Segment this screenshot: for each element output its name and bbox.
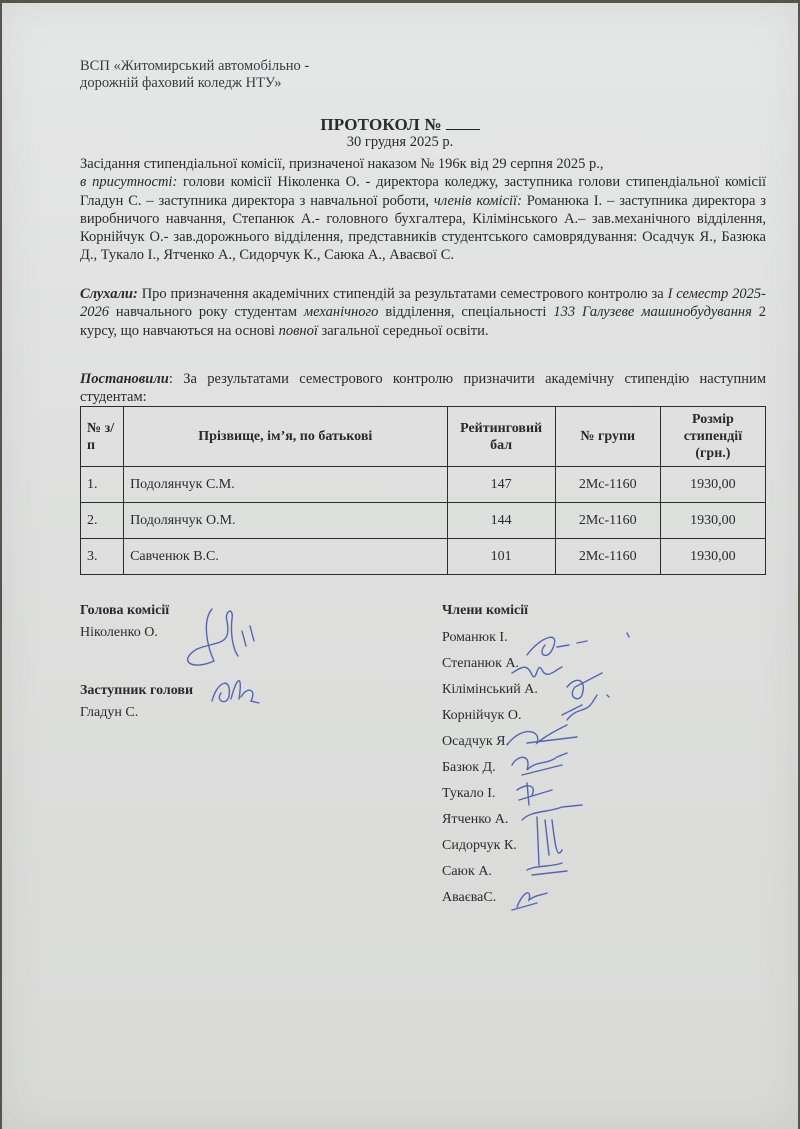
member-name: Романюк І. <box>442 630 508 645</box>
table-header-row <box>81 407 766 467</box>
cell-score: 147 <box>447 467 555 503</box>
intro-paragraph <box>80 155 766 265</box>
present-text-1: голови комісії Ніколенка О. - директора коледжу, заступника голови стипендіальної комісії Гладун С. – заступника директора з навчальної роботи, <box>80 174 766 209</box>
cell-score: 101 <box>447 539 555 575</box>
chair-signature <box>172 601 262 671</box>
member-name: Корнійчук О. <box>442 708 522 723</box>
present-text-2: Романюка І. – заступника директора з виробничого навчання, Степанюк А.- головного бухгалтера, Кілімінського А.– зав.механічного відділення, Корнійчук О.- зав.дорожнього відділення, представників студентського самоврядування: Осадчук Я., Базюка Д., Тукало І., Ятченко А., Сидорчук К., Саюка А., Аваєвої С. <box>80 192 766 264</box>
cell-num: 3. <box>81 539 124 575</box>
heard-label: Слухали: <box>80 286 138 302</box>
header-group: № групи <box>555 407 660 467</box>
scholarship-table <box>80 406 766 575</box>
cell-num: 2. <box>81 503 124 539</box>
heard-semester: І семестр 2025-2026 <box>80 286 766 321</box>
member-name: Тукало І. <box>442 786 496 801</box>
member-name: Сидорчук К. <box>442 838 517 853</box>
deputy-signature <box>207 671 267 711</box>
resolved-text: : За результатами семестрового контролю призначити академічну стипендію наступним студентам: <box>80 371 766 406</box>
member-name: Степанюк А. <box>442 656 520 671</box>
member-name: Базюк Д. <box>442 760 496 775</box>
chair-label: Голова комісії <box>80 603 170 618</box>
header-name: Прізвище, ім’я, по батькові <box>124 407 447 467</box>
heard-text-1: Про призначення академічних стипендій за результатами семестрового контролю за <box>137 286 668 302</box>
intro-sentence: Засідання стипендіальної комісії, призначеної наказом № 196к від 29 серпня 2025 р., <box>80 156 604 172</box>
chair-name: Ніколенко О. <box>80 625 158 640</box>
member-name: АваєваС. <box>442 890 497 905</box>
cell-group: 2Мс-1160 <box>555 539 660 575</box>
header-score: Рейтинговий бал <box>447 407 555 467</box>
protocol-number-blank <box>446 117 480 130</box>
cell-group: 2Мс-1160 <box>555 467 660 503</box>
member-name: Ятченко А. <box>442 812 509 827</box>
cell-name: Подолянчук С.М. <box>124 467 447 503</box>
header-amount: Розмір стипендії (грн.) <box>660 407 765 467</box>
table-row <box>81 467 766 503</box>
protocol-title <box>2 115 798 135</box>
heard-text-4: 2 курсу, що навчаються на основі <box>80 304 767 339</box>
protocol-title-text: ПРОТОКОЛ № <box>320 115 442 134</box>
header-num: № з/п <box>81 407 124 467</box>
heard-paragraph <box>80 285 766 340</box>
members-signatures-ink <box>507 625 647 915</box>
members-label: Члени комісії <box>442 603 529 618</box>
present-label: в присутності: <box>80 174 178 191</box>
cell-amount: 1930,00 <box>660 539 765 575</box>
table-row <box>81 503 766 539</box>
heard-specialty: 133 Галузеве машинобудування <box>553 304 752 321</box>
cell-name: Савченюк В.С. <box>124 539 447 575</box>
heard-text-3: відділення, спеціальності <box>378 304 554 321</box>
cell-amount: 1930,00 <box>660 503 765 539</box>
organization-line-1: ВСП «Житомирський автомобільно - <box>80 58 310 74</box>
heard-text-5: загальної середньої освіти. <box>317 322 489 339</box>
protocol-date: 30 грудня 2025 р. <box>346 134 454 150</box>
heard-basis: повної <box>278 322 318 339</box>
organization-name <box>80 58 309 92</box>
cell-score: 144 <box>447 503 555 539</box>
cell-amount: 1930,00 <box>660 467 765 503</box>
document-page <box>2 3 798 1129</box>
resolved-paragraph <box>80 370 766 407</box>
cell-group: 2Мс-1160 <box>555 503 660 539</box>
heard-department: механічного <box>303 304 379 321</box>
member-name: Осадчук Я. <box>442 734 510 749</box>
heard-text-2: навчального року студентам <box>109 304 304 321</box>
cell-num: 1. <box>81 467 124 503</box>
members-label: членів комісії: <box>433 192 522 209</box>
organization-line-2: дорожній фаховий коледж НТУ» <box>80 75 282 91</box>
member-name: Саюк А. <box>442 864 492 879</box>
cell-name: Подолянчук О.М. <box>124 503 447 539</box>
resolved-label: Постановили <box>80 371 169 387</box>
member-name: Кілімінський А. <box>442 682 538 697</box>
deputy-name: Гладун С. <box>80 705 139 720</box>
deputy-label: Заступник голови <box>80 683 194 698</box>
table-row <box>81 539 766 575</box>
